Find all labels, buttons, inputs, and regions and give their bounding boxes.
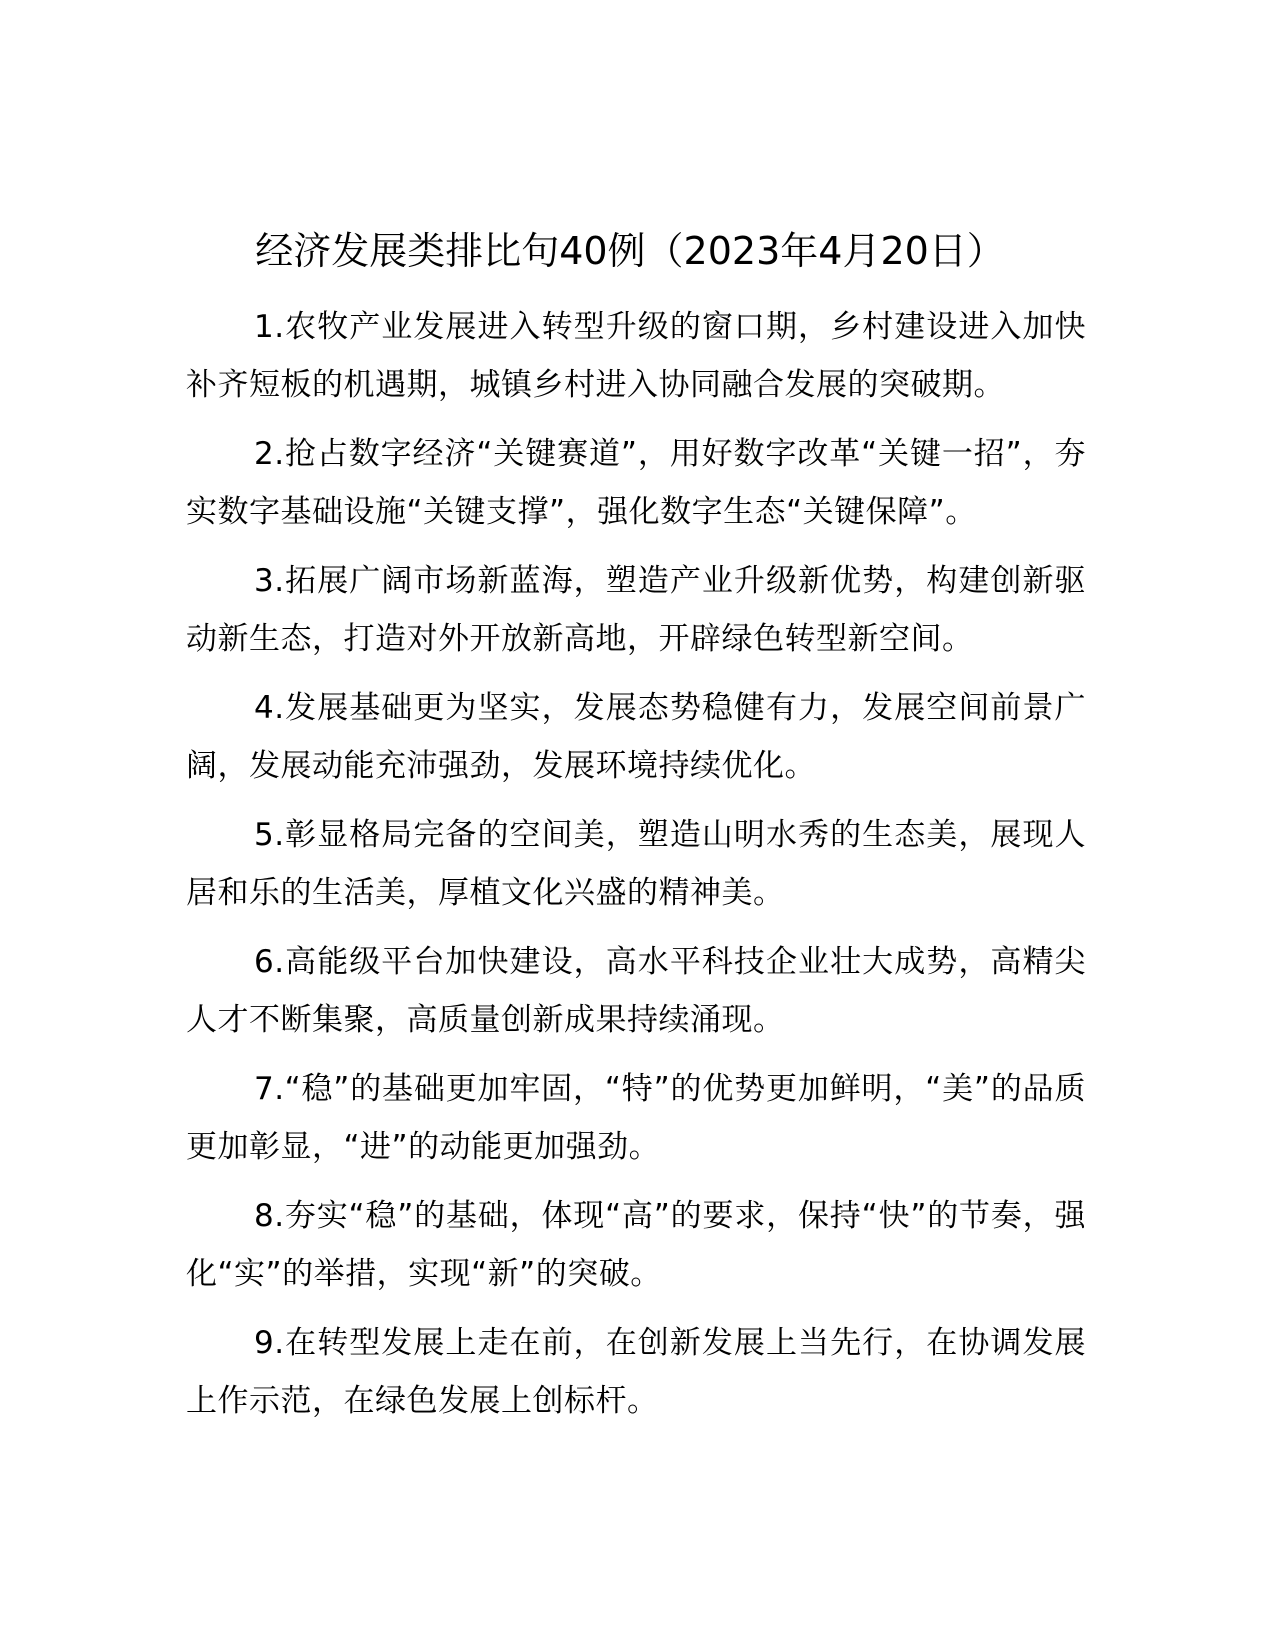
list-item: 4.发展基础更为坚实，发展态势稳健有力，发展空间前景广阔，发展动能充沛强劲，发展环境持续优化。: [186, 690, 1086, 784]
document-title: 经济发展类排比句40例（2023年4月20日）: [255, 229, 1005, 273]
list-item: 3.拓展广阔市场新蓝海，塑造产业升级新优势，构建创新驱动新生态，打造对外开放新高地，开辟绿色转型新空间。: [186, 563, 1086, 657]
list-item: 1.农牧产业发展进入转型升级的窗口期，乡村建设进入加快补齐短板的机遇期，城镇乡村进入协同融合发展的突破期。: [186, 309, 1086, 403]
sentence-list: [186, 298, 1086, 1441]
list-item: 8.夯实“稳”的基础，体现“高”的要求，保持“快”的节奏，强化“实”的举措，实现“新”的突破。: [186, 1198, 1086, 1292]
list-item: 6.高能级平台加快建设，高水平科技企业壮大成势，高精尖人才不断集聚，高质量创新成果持续涌现。: [186, 944, 1086, 1038]
list-item: 7.“稳”的基础更加牢固，“特”的优势更加鲜明，“美”的品质更加彰显，“进”的动能更加强劲。: [186, 1071, 1086, 1165]
list-item: 9.在转型发展上走在前，在创新发展上当先行，在协调发展上作示范，在绿色发展上创标杆。: [186, 1325, 1086, 1419]
list-item: 2.抢占数字经济“关键赛道”，用好数字改革“关键一招”，夯实数字基础设施“关键支撑”，强化数字生态“关键保障”。: [186, 436, 1086, 530]
list-item: 5.彰显格局完备的空间美，塑造山明水秀的生态美，展现人居和乐的生活美，厚植文化兴盛的精神美。: [186, 817, 1086, 911]
